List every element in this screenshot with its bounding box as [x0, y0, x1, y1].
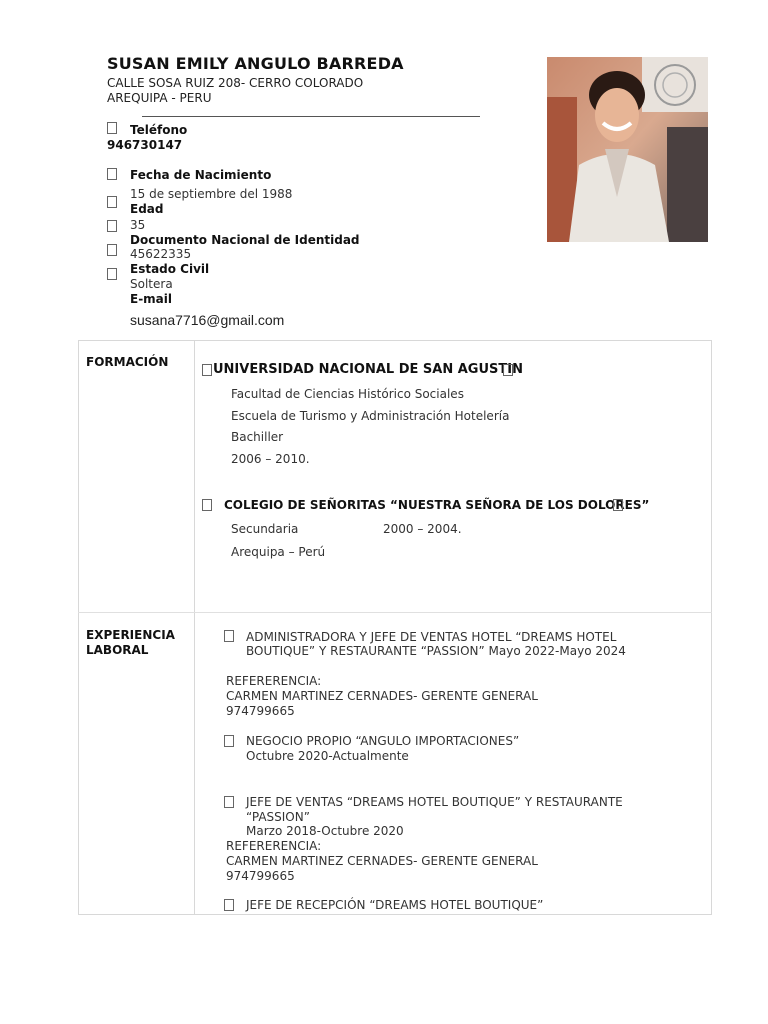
- header-divider: [142, 116, 480, 117]
- square-bullet-icon: [107, 122, 117, 134]
- job3-line3: Marzo 2018-Octubre 2020: [246, 824, 404, 838]
- uni-line: Bachiller: [231, 430, 284, 444]
- school-level: Secundaria: [231, 522, 299, 536]
- birth-label: Fecha de Nacimiento: [130, 168, 272, 182]
- square-bullet-icon: [503, 364, 513, 376]
- section-experiencia-label: EXPERIENCIA: [86, 628, 175, 642]
- ref2-phone: 974799665: [226, 869, 295, 883]
- square-bullet-icon: [224, 899, 234, 911]
- ref1-label: REFERERENCIA:: [226, 674, 322, 688]
- uni-line: Facultad de Ciencias Histórico Sociales: [231, 387, 464, 401]
- address-line-1: CALLE SOSA RUIZ 208- CERRO COLORADO: [107, 76, 364, 90]
- school-years: 2000 – 2004.: [383, 522, 462, 536]
- civil-label: Estado Civil: [130, 262, 210, 276]
- table-row-divider: [78, 612, 712, 613]
- square-bullet-icon: [202, 499, 212, 511]
- email-value[interactable]: susana7716@gmail.com: [130, 312, 285, 328]
- ref2-label: REFERERENCIA:: [226, 839, 322, 853]
- square-bullet-icon: [107, 196, 117, 208]
- job3-line1: JEFE DE VENTAS “DREAMS HOTEL BOUTIQUE” Y RESTAURANTE: [246, 795, 623, 809]
- phone-label: Teléfono: [130, 123, 188, 137]
- age-value: 35: [130, 218, 146, 232]
- school-name: COLEGIO DE SEÑORITAS “NUESTRA SEÑORA DE LOS DOLORES”: [224, 498, 650, 512]
- uni-line: 2006 – 2010.: [231, 452, 310, 466]
- ref2-name: CARMEN MARTINEZ CERNADES- GERENTE GENERAL: [226, 854, 538, 868]
- ref1-phone: 974799665: [226, 704, 295, 718]
- square-bullet-icon: [107, 220, 117, 232]
- address-line-2: AREQUIPA - PERU: [107, 91, 212, 105]
- university-name: UNIVERSIDAD NACIONAL DE SAN AGUSTIN: [213, 362, 523, 377]
- phone-value: 946730147: [107, 138, 183, 152]
- applicant-name: SUSAN EMILY ANGULO BARREDA: [107, 54, 404, 73]
- job4-line1: JEFE DE RECEPCIÓN “DREAMS HOTEL BOUTIQUE”: [246, 898, 544, 912]
- job1-line2: BOUTIQUE” Y RESTAURANTE “PASSION” Mayo 2022-Mayo 2024: [246, 644, 626, 658]
- job2-line1: NEGOCIO PROPIO “ANGULO IMPORTACIONES”: [246, 734, 520, 748]
- square-bullet-icon: [202, 364, 212, 376]
- job3-line2: “PASSION”: [246, 810, 310, 824]
- square-bullet-icon: [613, 499, 623, 511]
- job1-line1: ADMINISTRADORA Y JEFE DE VENTAS HOTEL “DREAMS HOTEL: [246, 630, 617, 644]
- square-bullet-icon: [107, 268, 117, 280]
- age-label: Edad: [130, 202, 164, 216]
- email-label: E-mail: [130, 292, 173, 306]
- square-bullet-icon: [107, 244, 117, 256]
- job2-line2: Octubre 2020-Actualmente: [246, 749, 409, 763]
- square-bullet-icon: [107, 168, 117, 180]
- birth-value: 15 de septiembre del 1988: [130, 187, 293, 201]
- section-formacion-label: FORMACIÓN: [86, 355, 169, 369]
- square-bullet-icon: [224, 796, 234, 808]
- dni-label: Documento Nacional de Identidad: [130, 233, 360, 247]
- section-experiencia-label-2: LABORAL: [86, 643, 149, 657]
- ref1-name: CARMEN MARTINEZ CERNADES- GERENTE GENERAL: [226, 689, 538, 703]
- table-column-divider: [194, 340, 195, 915]
- dni-value: 45622335: [130, 247, 192, 261]
- profile-photo: [547, 57, 708, 242]
- square-bullet-icon: [224, 630, 234, 642]
- square-bullet-icon: [224, 735, 234, 747]
- civil-value: Soltera: [130, 277, 173, 291]
- uni-line: Escuela de Turismo y Administración Hotelería: [231, 409, 510, 423]
- school-place: Arequipa – Perú: [231, 545, 326, 559]
